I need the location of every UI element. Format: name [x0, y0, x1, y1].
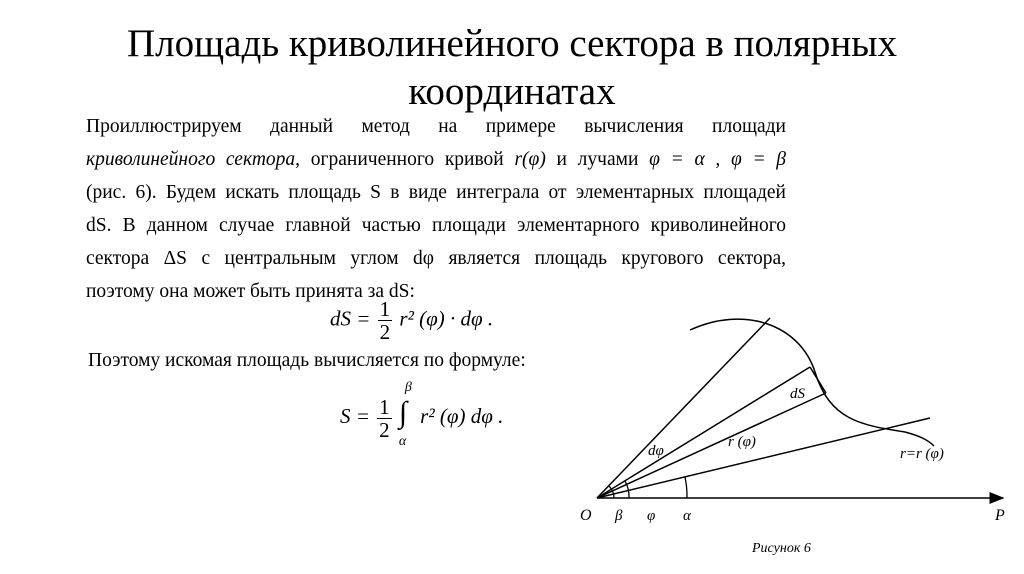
paragraph-line-6: поэтому она может быть принята за dS:	[86, 281, 415, 302]
paragraph-2: Поэтому искомая площадь вычисляется по формуле:	[88, 350, 526, 371]
figure-polar-sector	[560, 300, 1010, 570]
integral-symbol: ∫	[398, 396, 408, 429]
label-curve: r=r (φ)	[900, 446, 944, 462]
formula-dS-rhs: r² (φ) · dφ .	[399, 306, 494, 331]
paragraph-line-2-and: и лучами	[556, 149, 639, 170]
slide-title	[0, 20, 1024, 116]
paragraph-line-2-rest: , ограниченного кривой	[295, 149, 504, 170]
term-curvilinear-sector: криволинейного сектора	[86, 149, 296, 170]
rays-phi: φ = α , φ = β	[649, 149, 787, 170]
ray-phi	[597, 393, 826, 498]
formula-dS-lhs: dS =	[330, 306, 371, 331]
curve-r-phi: r(φ)	[514, 149, 546, 170]
label-dS: dS	[790, 386, 805, 402]
formula-dS-numerator: 1	[379, 297, 391, 321]
figure-caption: Рисунок 6	[752, 541, 811, 556]
paragraph-line-3: (рис. 6). Будем искать площадь S в виде интеграла от элементарных площадей	[86, 182, 786, 203]
label-alpha: α	[683, 508, 691, 524]
paragraph-line-2	[48, 143, 786, 176]
integral-sign	[398, 380, 415, 449]
label-P: P	[995, 507, 1005, 524]
formula-S-rhs: r² (φ) dφ .	[420, 403, 504, 428]
label-dphi: dφ	[648, 443, 664, 459]
label-phi: φ	[647, 508, 656, 524]
formula-S-denominator: 2	[379, 417, 390, 442]
paragraph-line-5: сектора ΔS с центральным углом dφ является площадь кругового сектора,	[86, 248, 786, 269]
label-r-phi: r (φ)	[728, 434, 756, 450]
label-beta: β	[615, 508, 623, 524]
formula-dS-fraction	[378, 298, 393, 343]
title-line-2: координатах	[408, 70, 616, 113]
integral-lower-limit: α	[398, 434, 407, 449]
label-origin: O	[580, 507, 592, 524]
ray-alpha	[597, 418, 930, 498]
paragraph-line-4: dS. В данном случае главной частью площади элементарного криволинейного	[86, 215, 786, 236]
paragraph-line-1: Проиллюстрируем данный метод на примере вычисления площади	[86, 116, 786, 137]
curve-r-equals-r-phi	[690, 319, 934, 446]
formula-S-lhs: S =	[340, 403, 370, 428]
formula-dS-denominator: 2	[379, 320, 391, 344]
arc-alpha	[685, 477, 687, 498]
main-paragraph	[48, 110, 786, 308]
formula-S-numerator: 1	[379, 394, 390, 419]
formula-dS	[330, 298, 493, 343]
integral-upper-limit: β	[404, 380, 412, 395]
formula-S	[340, 380, 504, 449]
title-line-1: Площадь криволинейного сектора в полярных	[127, 22, 897, 65]
formula-S-fraction	[377, 396, 392, 441]
